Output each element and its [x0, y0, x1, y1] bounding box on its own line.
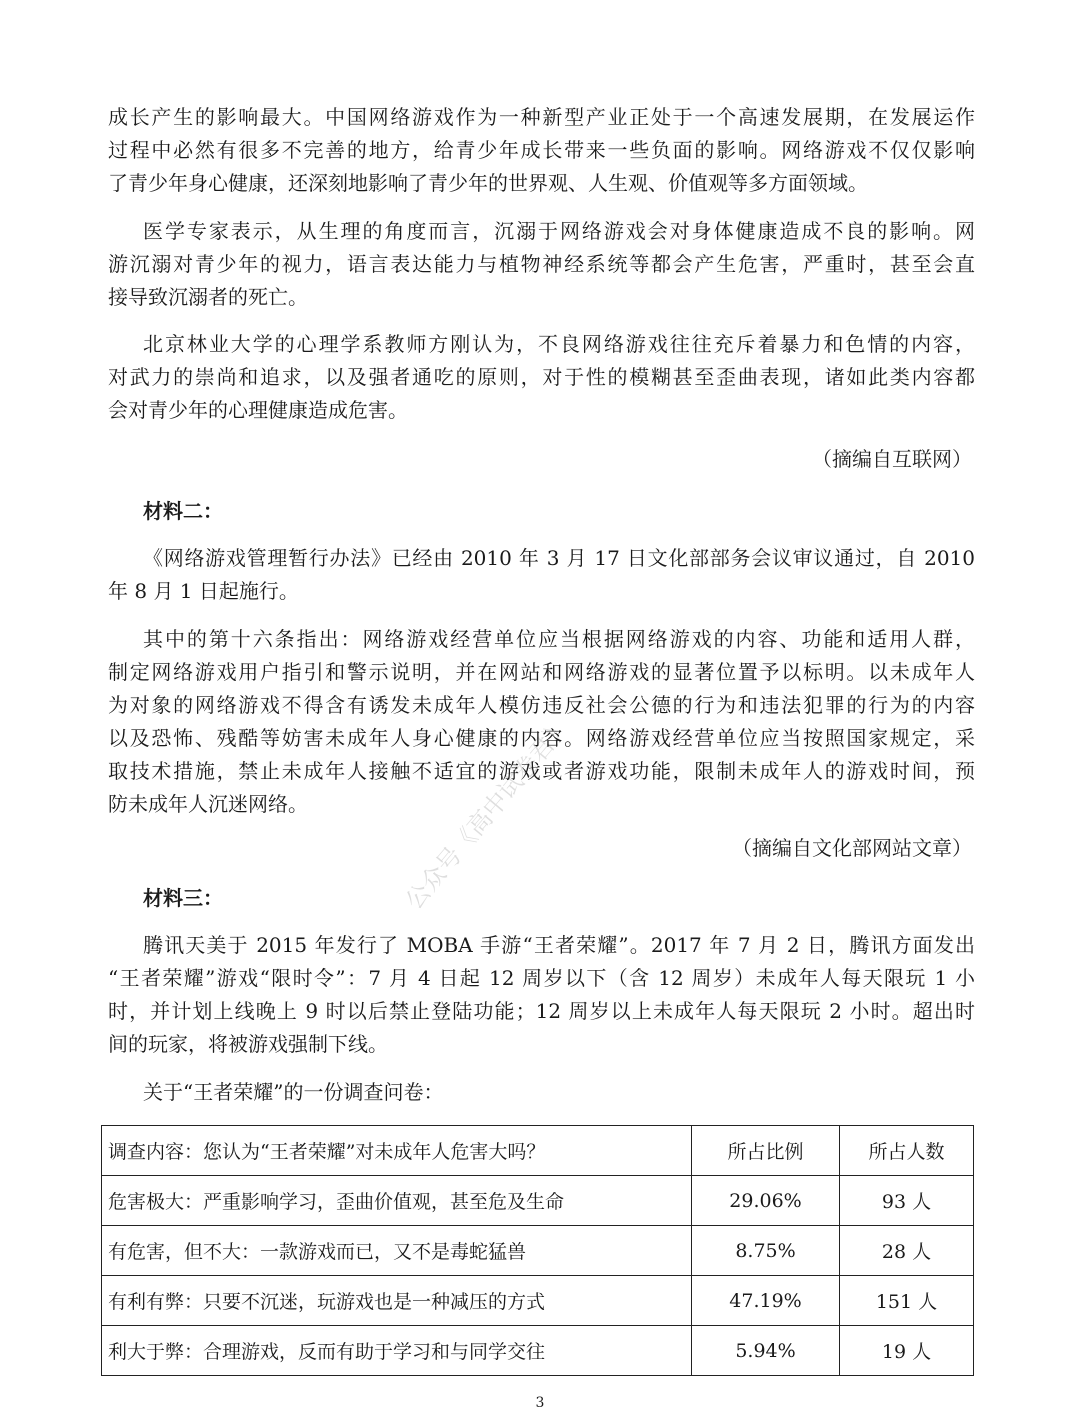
cell-percent: 47.19% [692, 1276, 840, 1326]
text-line: 对武力的崇尚和追求，以及强者通吃的原则，对于性的模糊甚至歪曲表现，诸如此类内容都 [108, 365, 975, 389]
source-note-1: （摘编自互联网） [812, 447, 972, 471]
cell-count: 151 人 [840, 1276, 974, 1326]
text-line: 取技术措施，禁止未成年人接触不适宜的游戏或者游戏功能，限制未成年人的游戏时间，预 [108, 759, 975, 783]
text-line: 了青少年身心健康，还深刻地影响了青少年的世界观、人生观、价值观等多方面领域。 [108, 171, 868, 195]
heading-material-3: 材料三： [143, 886, 223, 910]
table-row [102, 1276, 974, 1326]
paragraph-3 [108, 328, 975, 427]
cell-count: 28 人 [840, 1226, 974, 1276]
text-line: 防未成年人沉迷网络。 [108, 792, 308, 816]
text-line: 以及恐怖、残酷等妨害未成年人身心健康的内容。网络游戏经营单位应当按照国家规定，采 [108, 726, 975, 750]
heading-material-2: 材料二： [143, 499, 223, 523]
text-line: 《网络游戏管理暂行办法》已经由 2010 年 3 月 17 日文化部部务会议审议通过，自 2010 [143, 546, 975, 570]
text-line: 腾讯天美于 2015 年发行了 MOBA 手游“王者荣耀”。2017 年 7 月 2 日，腾讯方面发出 [143, 933, 975, 957]
paragraph-6 [108, 929, 975, 1061]
header-cell: 所占人数 [840, 1126, 974, 1176]
paragraph-4 [108, 542, 975, 608]
table-row [102, 1326, 974, 1376]
survey-intro [108, 1076, 975, 1109]
cell-count: 19 人 [840, 1326, 974, 1376]
source-note-2: （摘编自文化部网站文章） [732, 836, 972, 860]
text-line: 制定网络游戏用户指引和警示说明，并在网站和网络游戏的显著位置予以标明。以未成年人 [108, 660, 975, 684]
watermark: 公众号《高中试卷君》 [399, 712, 576, 915]
text-line: 其中的第十六条指出：网络游戏经营单位应当根据网络游戏的内容、功能和适用人群， [143, 627, 975, 651]
paragraph-2 [108, 215, 975, 314]
table-row [102, 1226, 974, 1276]
text-line: 会对青少年的心理健康造成危害。 [108, 398, 408, 422]
text-line: 医学专家表示，从生理的角度而言，沉溺于网络游戏会对身体健康造成不良的影响。网 [143, 219, 975, 243]
text-line: “王者荣耀”游戏“限时令”：7 月 4 日起 12 周岁以下（含 12 周岁）未成年人每天限玩 1 小 [108, 966, 975, 990]
table-header-row [102, 1126, 974, 1176]
text-line: 游沉溺对青少年的视力，语言表达能力与植物神经系统等都会产生危害，严重时，甚至会直 [108, 252, 975, 276]
survey-table [101, 1125, 974, 1376]
text-line: 间的玩家，将被游戏强制下线。 [108, 1032, 388, 1056]
cell-percent: 29.06% [692, 1176, 840, 1226]
page-number: 3 [535, 1395, 545, 1411]
text-line: 过程中必然有很多不完善的地方，给青少年成长带来一些负面的影响。网络游戏不仅仅影响 [108, 138, 975, 162]
paragraph-1 [108, 101, 975, 200]
text-line: 时，并计划上线晚上 9 时以后禁止登陆功能；12 周岁以上未成年人每天限玩 2 小时。超出时 [108, 999, 975, 1023]
cell-count: 93 人 [840, 1176, 974, 1226]
cell-option: 利大于弊：合理游戏，反而有助于学习和与同学交往 [102, 1326, 692, 1376]
cell-option: 有利有弊：只要不沉迷，玩游戏也是一种减压的方式 [102, 1276, 692, 1326]
cell-option: 危害极大：严重影响学习，歪曲价值观，甚至危及生命 [102, 1176, 692, 1226]
text-line: 年 8 月 1 日起施行。 [108, 579, 299, 603]
text-line: 关于“王者荣耀”的一份调查问卷： [143, 1080, 444, 1104]
header-cell: 所占比例 [692, 1126, 840, 1176]
text-line: 成长产生的影响最大。中国网络游戏作为一种新型产业正处于一个高速发展期，在发展运作 [108, 105, 975, 129]
cell-option: 有危害，但不大：一款游戏而已，又不是毒蛇猛兽 [102, 1226, 692, 1276]
table-row [102, 1176, 974, 1226]
text-line: 接导致沉溺者的死亡。 [108, 285, 308, 309]
header-cell: 调查内容：您认为“王者荣耀”对未成年人危害大吗？ [102, 1126, 692, 1176]
text-line: 北京林业大学的心理学系教师方刚认为，不良网络游戏往往充斥着暴力和色情的内容， [143, 332, 975, 356]
text-line: 为对象的网络游戏不得含有诱发未成年人模仿违反社会公德的行为和违法犯罪的行为的内容 [108, 693, 975, 717]
cell-percent: 8.75% [692, 1226, 840, 1276]
cell-percent: 5.94% [692, 1326, 840, 1376]
